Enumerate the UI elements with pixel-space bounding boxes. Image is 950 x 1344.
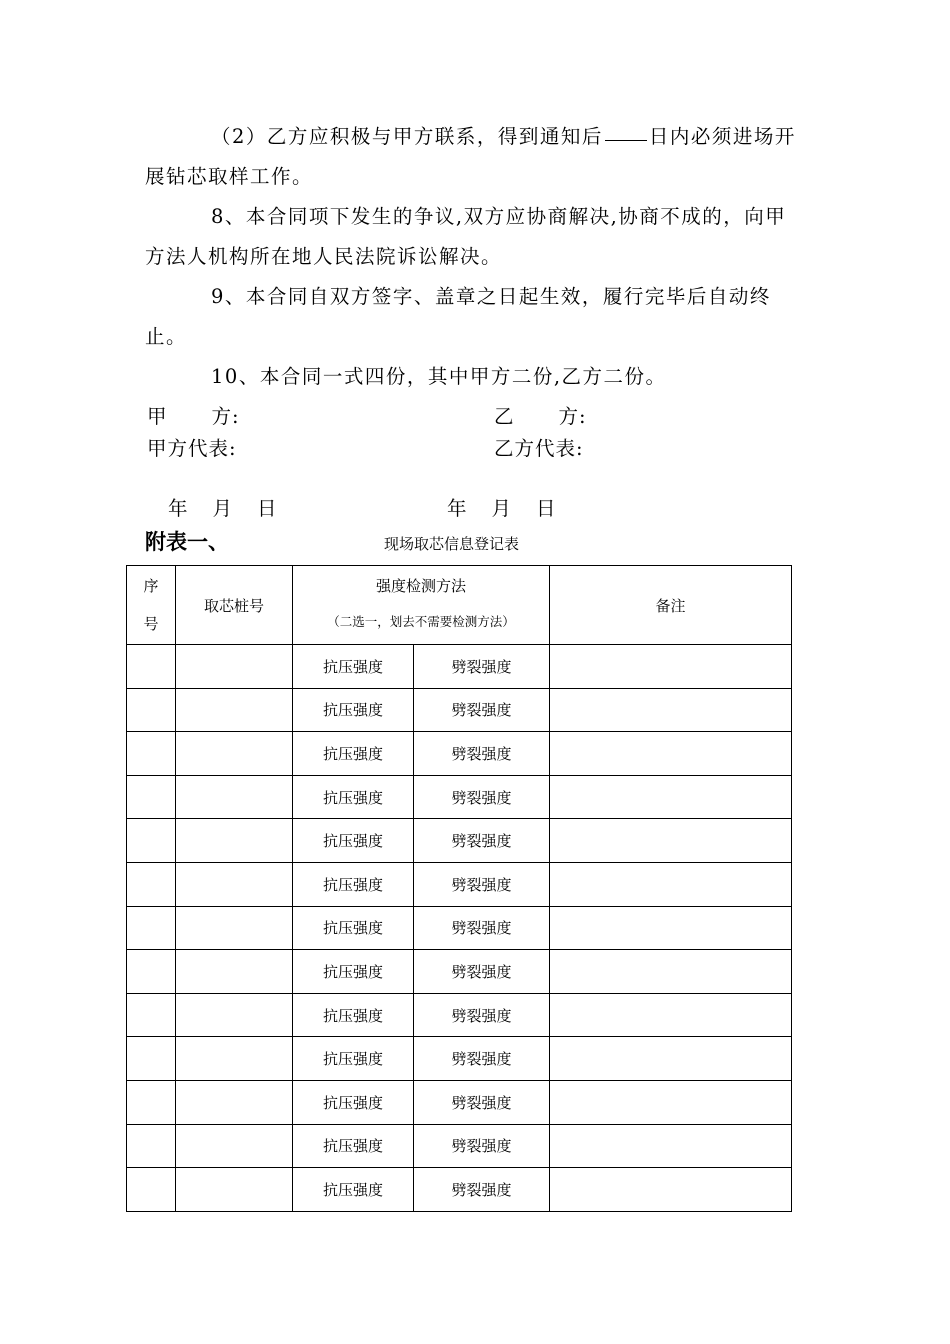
cell-remark[interactable] <box>550 1037 792 1081</box>
header-remark: 备注 <box>550 566 792 645</box>
header-method-title: 强度检测方法 <box>376 576 467 595</box>
party-a-suffix: 方: <box>211 405 240 428</box>
cell-seq[interactable] <box>127 1037 176 1081</box>
table-header-row <box>127 566 792 645</box>
cell-splitting: 劈裂强度 <box>414 950 550 994</box>
table-row <box>127 819 792 863</box>
table-row <box>127 1037 792 1081</box>
cell-remark[interactable] <box>550 645 792 689</box>
cell-remark[interactable] <box>550 819 792 863</box>
cell-remark[interactable] <box>550 1168 792 1212</box>
cell-splitting: 劈裂强度 <box>414 906 550 950</box>
table-title: 现场取芯信息登记表 <box>384 535 520 553</box>
table-row <box>127 862 792 906</box>
cell-pile-no[interactable] <box>176 1124 293 1168</box>
cell-seq[interactable] <box>127 645 176 689</box>
clause-9 <box>145 277 805 357</box>
cell-compressive: 抗压强度 <box>293 950 414 994</box>
table-row <box>127 688 792 732</box>
table-row <box>127 993 792 1037</box>
cell-pile-no[interactable] <box>176 1080 293 1124</box>
cell-remark[interactable] <box>550 775 792 819</box>
clause-7-2 <box>145 117 805 197</box>
table-row <box>127 950 792 994</box>
cell-remark[interactable] <box>550 993 792 1037</box>
date-b-year: 年 <box>447 497 468 520</box>
party-b-char: 乙 <box>494 405 515 428</box>
cell-splitting: 劈裂强度 <box>414 1080 550 1124</box>
cell-pile-no[interactable] <box>176 906 293 950</box>
table-row <box>127 1080 792 1124</box>
cell-remark[interactable] <box>550 950 792 994</box>
cell-seq[interactable] <box>127 775 176 819</box>
cell-compressive: 抗压强度 <box>293 688 414 732</box>
cell-compressive: 抗压强度 <box>293 1124 414 1168</box>
clause-10 <box>145 357 805 397</box>
clause-8-text: 8、本合同项下发生的争议,双方应协商解决,协商不成的，向甲方法人机构所在地人民法院诉讼解决。 <box>145 205 787 268</box>
clause-8 <box>145 197 805 277</box>
date-b <box>447 497 557 521</box>
header-method-hint: （二选一，划去不需要检测方法） <box>327 613 515 629</box>
cell-seq[interactable] <box>127 1168 176 1212</box>
cell-splitting: 劈裂强度 <box>414 1037 550 1081</box>
cell-splitting: 劈裂强度 <box>414 1124 550 1168</box>
cell-pile-no[interactable] <box>176 688 293 732</box>
clause-7-2-after: 日内必须进场开展钻芯取样工作。 <box>145 125 796 188</box>
cell-pile-no[interactable] <box>176 645 293 689</box>
cell-pile-no[interactable] <box>176 732 293 776</box>
header-seq-line2: 号 <box>143 615 159 633</box>
cell-remark[interactable] <box>550 1124 792 1168</box>
table-row <box>127 732 792 776</box>
cell-compressive: 抗压强度 <box>293 819 414 863</box>
date-a-year: 年 <box>168 497 189 520</box>
header-method <box>293 566 550 645</box>
cell-compressive: 抗压强度 <box>293 906 414 950</box>
date-a <box>168 497 278 521</box>
cell-pile-no[interactable] <box>176 950 293 994</box>
date-b-month: 月 <box>491 497 513 520</box>
cell-pile-no[interactable] <box>176 993 293 1037</box>
cell-splitting: 劈裂强度 <box>414 862 550 906</box>
cell-compressive: 抗压强度 <box>293 775 414 819</box>
cell-seq[interactable] <box>127 862 176 906</box>
cell-compressive: 抗压强度 <box>293 993 414 1037</box>
party-a-rep-label: 甲方代表: <box>147 437 237 460</box>
cell-splitting: 劈裂强度 <box>414 993 550 1037</box>
cell-splitting: 劈裂强度 <box>414 732 550 776</box>
cell-pile-no[interactable] <box>176 1168 293 1212</box>
cell-compressive: 抗压强度 <box>293 862 414 906</box>
table-row <box>127 775 792 819</box>
table-row <box>127 1168 792 1212</box>
party-b-rep-label: 乙方代表: <box>494 437 584 460</box>
cell-compressive: 抗压强度 <box>293 1168 414 1212</box>
cell-compressive: 抗压强度 <box>293 645 414 689</box>
cell-splitting: 劈裂强度 <box>414 1168 550 1212</box>
cell-pile-no[interactable] <box>176 775 293 819</box>
party-b-label <box>494 405 587 429</box>
header-seq <box>127 566 176 645</box>
header-pile-no: 取芯桩号 <box>176 566 293 645</box>
cell-seq[interactable] <box>127 688 176 732</box>
cell-compressive: 抗压强度 <box>293 1080 414 1124</box>
cell-compressive: 抗压强度 <box>293 1037 414 1081</box>
cell-seq[interactable] <box>127 950 176 994</box>
clause-7-2-before: （2）乙方应积极与甲方联系，得到通知后 <box>211 125 603 148</box>
header-seq-line1: 序 <box>143 577 159 595</box>
cell-splitting: 劈裂强度 <box>414 775 550 819</box>
cell-seq[interactable] <box>127 819 176 863</box>
cell-compressive: 抗压强度 <box>293 732 414 776</box>
date-a-month: 月 <box>212 497 234 520</box>
party-b-suffix: 方: <box>558 405 587 428</box>
cell-seq[interactable] <box>127 1080 176 1124</box>
core-registration-table <box>126 565 792 1212</box>
annex-label: 附表一、 <box>145 530 229 554</box>
clause-10-text: 10、本合同一式四份，其中甲方二份,乙方二份。 <box>211 365 667 388</box>
cell-remark[interactable] <box>550 688 792 732</box>
table-row <box>127 645 792 689</box>
table-row <box>127 1124 792 1168</box>
days-blank <box>605 139 647 141</box>
party-a-label <box>147 405 240 429</box>
table-row <box>127 906 792 950</box>
cell-remark[interactable] <box>550 732 792 776</box>
cell-seq[interactable] <box>127 732 176 776</box>
cell-remark[interactable] <box>550 862 792 906</box>
cell-seq[interactable] <box>127 906 176 950</box>
cell-pile-no[interactable] <box>176 819 293 863</box>
date-b-day: 日 <box>536 497 557 520</box>
cell-splitting: 劈裂强度 <box>414 819 550 863</box>
party-a-char: 甲 <box>147 405 168 428</box>
cell-remark[interactable] <box>550 1080 792 1124</box>
cell-seq[interactable] <box>127 1124 176 1168</box>
cell-seq[interactable] <box>127 993 176 1037</box>
cell-pile-no[interactable] <box>176 862 293 906</box>
cell-splitting: 劈裂强度 <box>414 645 550 689</box>
clause-9-text: 9、本合同自双方签字、盖章之日起生效，履行完毕后自动终止。 <box>145 285 771 348</box>
cell-splitting: 劈裂强度 <box>414 688 550 732</box>
cell-pile-no[interactable] <box>176 1037 293 1081</box>
date-a-day: 日 <box>257 497 278 520</box>
cell-remark[interactable] <box>550 906 792 950</box>
